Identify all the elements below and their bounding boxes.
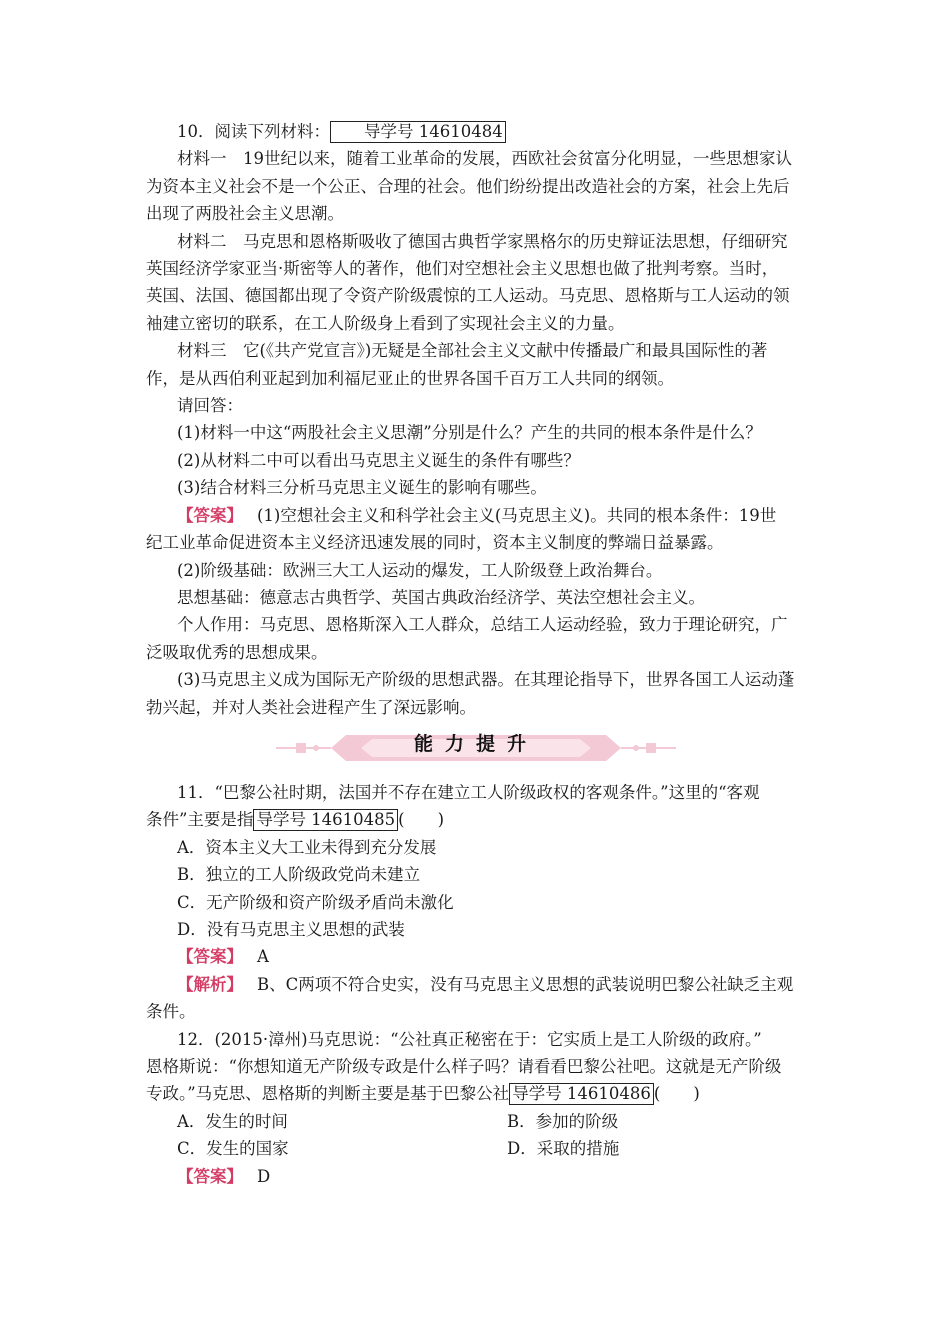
q11-stem-cont bbox=[146, 806, 806, 833]
q10-answer-2-thought: 思想基础：德意志古典哲学、英国古典政治经济学、英法空想社会主义。 bbox=[177, 587, 705, 607]
guide-number-box: 导学号 14610485 bbox=[253, 809, 398, 831]
answer-text: (1)空想社会主义和科学社会主义(马克思主义)。共同的根本条件：19世 bbox=[257, 505, 777, 525]
material-1 bbox=[146, 145, 806, 172]
material-3-line: 作，是从西伯利亚起到加利福尼亚止的世界各国千百万工人共同的纲领。 bbox=[146, 368, 674, 388]
material-2-cont bbox=[146, 282, 806, 309]
answer-blank: ( ) bbox=[398, 810, 445, 830]
question-prompt: 请回答： bbox=[177, 396, 243, 416]
answer-blank: ( ) bbox=[653, 1084, 700, 1104]
q11-explanation-cont: 条件。 bbox=[146, 1002, 196, 1022]
sub-question-2: (2)从材料二中可以看出马克思主义诞生的条件有哪些？ bbox=[177, 450, 580, 470]
q11-option-d: D．没有马克思主义思想的武装 bbox=[177, 919, 405, 939]
explanation-text: B、C两项不符合史实，没有马克思主义思想的武装说明巴黎公社缺乏主观 bbox=[257, 974, 794, 994]
material-1-line: 出现了两股社会主义思潮。 bbox=[146, 204, 344, 224]
material-1-line: 为资本主义社会不是一个公正、合理的社会。他们纷纷提出改造社会的方案，社会上先后 bbox=[146, 176, 790, 196]
material-3-line: 材料三 它(《共产党宣言》)无疑是全部社会主义文献中传播最广和最具国际性的著 bbox=[177, 341, 768, 361]
q12-answer bbox=[146, 1163, 806, 1190]
explanation-tag: 【解析】 bbox=[177, 974, 243, 994]
q11-option-c: C．无产阶级和资产阶级矛盾尚未激化 bbox=[177, 892, 454, 912]
q12-stem: 12．(2015·漳州)马克思说：“公社真正秘密在于：它实质上是工人阶级的政府。” bbox=[177, 1029, 762, 1049]
q10-answer-2-personal-cont: 泛吸取优秀的思想成果。 bbox=[146, 642, 328, 662]
q12-stem-cont: 恩格斯说：“你想知道无产阶级专政是什么样子吗？请看看巴黎公社吧。这就是无产阶级 bbox=[146, 1057, 782, 1076]
sub-question-1: (1)材料一中这“两股社会主义思潮”分别是什么？产生的共同的根本条件是什么？ bbox=[177, 423, 762, 443]
answer-tag: 【答案】 bbox=[177, 1166, 243, 1186]
guide-number-box: 导学号 14610486 bbox=[509, 1083, 654, 1105]
material-2-line: 袖建立密切的联系，在工人阶级身上看到了实现社会主义的力量。 bbox=[146, 313, 625, 333]
answer-text: D bbox=[257, 1166, 271, 1186]
answer-tag: 【答案】 bbox=[177, 505, 243, 525]
answer-text: A bbox=[257, 947, 269, 967]
section-banner bbox=[146, 725, 806, 773]
q11-option-b: B．独立的工人阶级政党尚未建立 bbox=[177, 865, 421, 885]
material-2 bbox=[146, 228, 806, 255]
guide-number-box: 导学号 14610484 bbox=[330, 121, 506, 143]
material-1-cont bbox=[146, 173, 806, 200]
q10-answer-cont: 纪工业革命促进资本主义经济迅速发展的同时，资本主义制度的弊端日益暴露。 bbox=[146, 533, 724, 553]
q10-answer-2-personal: 个人作用：马克思、恩格斯深入工人群众，总结工人运动经验，致力于理论研究，广 bbox=[177, 615, 788, 635]
q12-option-a: A．发生的时间 bbox=[177, 1111, 288, 1131]
q12-option-b: B．参加的阶级 bbox=[507, 1111, 619, 1131]
material-3 bbox=[146, 337, 806, 364]
material-2-line: 材料二 马克思和恩格斯吸收了德国古典哲学家黑格尔的历史辩证法思想，仔细研究 bbox=[177, 231, 788, 251]
q10-answer bbox=[146, 502, 806, 529]
material-3-cont bbox=[146, 365, 806, 392]
q12-option-c: C．发生的国家 bbox=[177, 1139, 289, 1159]
q12-stem-cont bbox=[146, 1080, 806, 1107]
q11-option-a: A．资本主义大工业未得到充分发展 bbox=[177, 837, 437, 857]
q10-intro-text: 10．阅读下列材料： bbox=[177, 122, 330, 141]
q12-option-d: D．采取的措施 bbox=[507, 1139, 620, 1159]
q10-intro bbox=[146, 118, 806, 145]
q11-answer bbox=[146, 943, 806, 970]
q11-explanation bbox=[146, 971, 806, 998]
document-page bbox=[146, 118, 806, 1190]
q10-answer-2: (2)阶级基础：欧洲三大工人运动的爆发，工人阶级登上政治舞台。 bbox=[177, 560, 663, 580]
q10-answer-3: (3)马克思主义成为国际无产阶级的思想武器。在其理论指导下，世界各国工人运动蓬 bbox=[177, 670, 795, 690]
material-2-line: 英国经济学家亚当·斯密等人的著作，他们对空想社会主义思想也做了批判考察。当时， bbox=[146, 259, 779, 279]
q11-stem: 11．“巴黎公社时期，法国并不存在建立工人阶级政权的客观条件。”这里的“客观 bbox=[177, 782, 760, 802]
q12-options-row-1 bbox=[146, 1108, 806, 1135]
q12-stem-text: 专政。”马克思、恩格斯的判断主要是基于巴黎公社 bbox=[146, 1084, 510, 1104]
material-2-cont bbox=[146, 310, 806, 337]
material-2-cont bbox=[146, 255, 806, 282]
material-1-line: 材料一 19世纪以来，随着工业革命的发展，西欧社会贫富分化明显，一些思想家认 bbox=[177, 149, 792, 169]
q10-answer-3-cont: 勃兴起，并对人类社会进程产生了深远影响。 bbox=[146, 697, 476, 717]
sub-question-3: (3)结合材料三分析马克思主义诞生的影响有哪些。 bbox=[177, 478, 547, 498]
material-2-line: 英国、法国、德国都出现了令资产阶级震惊的工人运动。马克思、恩格斯与工人运动的领 bbox=[146, 286, 790, 306]
q11-stem-text: 条件”主要是指 bbox=[146, 810, 254, 830]
answer-tag: 【答案】 bbox=[177, 947, 243, 967]
material-1-cont bbox=[146, 200, 806, 227]
q12-options-row-2 bbox=[146, 1135, 806, 1162]
section-title: 能力提升 bbox=[413, 732, 538, 755]
